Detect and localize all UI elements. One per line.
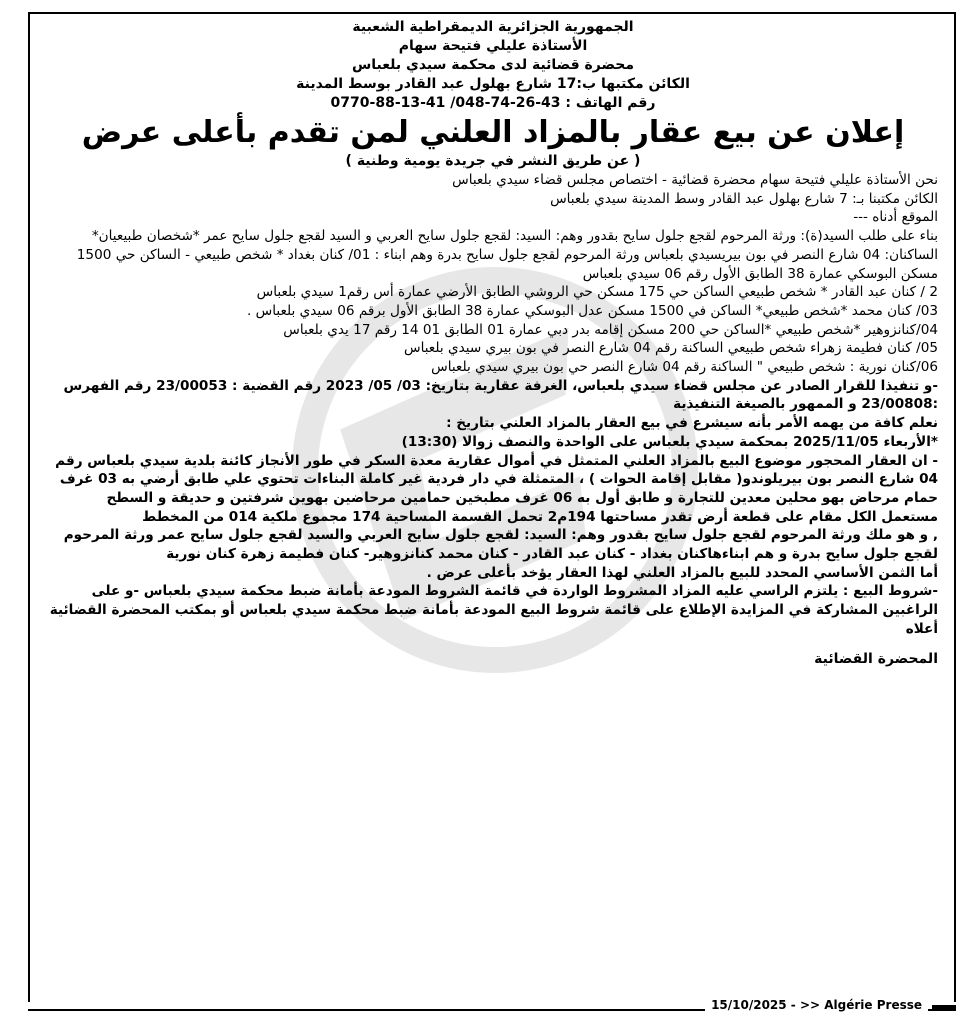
footer-end-mark xyxy=(932,1005,956,1011)
header-bailiff-name: الأستاذة عليلي فتيحة سهام xyxy=(398,38,588,54)
signature: المحضرة القضائية xyxy=(814,650,938,667)
footer xyxy=(28,994,956,1014)
header-bailiff-title: محضرة قضائية لدى محكمة سيدي بلعباس xyxy=(351,57,635,73)
body-paragraph: أما الثمن الأساسي المحدد للبيع بالمزاد العلني لهذا العقار يؤخد بأعلى عرض . xyxy=(426,564,938,581)
header-phone: رقم الهاتف : 43-26-74-048/ 41-13-88-0770 xyxy=(330,95,656,111)
body-paragraph: بناء على طلب السيد(ة): ورثة المرحوم لقجع جلول سايح بقدور وهم: السيد: لقجع جلول سايح العربي و السيد لقجع جلول سايح عمر *شخصان طبيعيان* الساكنان: 04 شارع النصر في بون بيريسيدي بلعباس ورثة المرحوم لقجع جلول سايح بدرة وهم ابناء : 01/ كنان بغداد * شخص طبيعي - الساكن حي 1500 مسكن البوسكي عمارة 38 الطابق الأول رقم 06 سيدي بلعباس xyxy=(76,228,938,282)
notice-content xyxy=(48,18,938,667)
body-paragraph: نعلم كافة من يهمه الأمر بأنه سيشرع في بيع العقار بالمزاد العلني بتاريخ : xyxy=(446,415,938,432)
body-paragraph: 2 / كنان عبد القادر * شخص طبيعي الساكن حي 175 مسكن حي الروشي الطابق الأرضي عمارة أس رقم1 سيدي بلعباس xyxy=(256,284,938,301)
body-paragraph: , و هو ملك ورثة المرحوم لقجع جلول سايح بقدور وهم: السيد: لقجع جلول سايح العربي والسيد لقجع جلول سايح عمر ورثة المرحوم لقجع جلول سايح بدرة و هم ابناءهاكنان بغداد - كنان عبد القادر - كنان محمد كنانزوهير- كنان فطيمة زهرة كنان نورية xyxy=(63,527,938,563)
notice-title: إعلان عن بيع عقار بالمزاد العلني لمن تقدم بأعلى عرض xyxy=(81,115,905,150)
body-paragraph: -و تنفيذا للقرار الصادر عن مجلس قضاء سيدي بلعباس، الغرفة عقارية بتاريخ: 03/ 05/ 2023 رقم القضية : 23/00053 رقم الفهرس :23/00808 و الممهور بالصيغة التنفيذية xyxy=(63,377,938,413)
body-paragraph: 06/كنان نورية : شخص طبيعي " الساكنة رقم 04 شارع النصر حي بون بيري سيدي بلعباس xyxy=(431,359,938,376)
notice-subtitle: ( عن طريق النشر في جريدة يومية وطنية ) xyxy=(345,153,641,169)
body-paragraph: الكائن مكتبنا بـ: 7 شارع بهلول عبد القادر وسط المدينة سيدي بلعباس xyxy=(550,190,938,207)
body-paragraph: -شروط البيع : يلتزم الراسي عليه المزاد المشروط الواردة في قائمة الشروط المودعة بأمانة ضبط محكمة سيدي بلعباس -و على الراغبين المشاركة في المزايدة الإطلاع على قائمة شروط البيع المودعة بأمانة ضبط محكمة سيدي بلعباس أو بمكتب المحضرة القضائية أعلاه xyxy=(49,583,938,637)
body-paragraph: الموقع أدناه --- xyxy=(853,209,938,226)
header-country: الجمهورية الجزائرية الديمقراطية الشعبية xyxy=(352,19,634,35)
body-paragraph: - ان العقار المحجور موضوع البيع بالمزاد العلني المتمثل في أموال عقارية معدة السكر في طور الأنجاز كائنة بلدية سيدي بلعباس رقم 04 شارع النصر بون بيريلوندو( مقابل إقامة الحوات ) ، المتمثلة في دار فردية غير كاملة البناءات تحتوي علي طابق أرضي به 03 غرف حمام مرحاض بهو محلين معدين للتجارة و طابق أول به 06 غرف مطبخين حمامين مرحاضين بهوين شرفتين و حديقة و السطح مستعمل الكل مقام على قطعة أرض تقدر مساحتها 194م2 تحمل القسمة المساحية 174 مجموع ملكية 014 من المخطط xyxy=(55,452,938,525)
body-paragraph: *الأربعاء 2025/11/05 بمحكمة سيدي بلعباس على الواحدة والنصف زوالا (13:30) xyxy=(401,433,938,450)
header-address: الكائن مكتبها ب:17 شارع بهلول عبد القادر بوسط المدينة xyxy=(296,76,690,92)
footer-source: 15/10/2025 - >> Algérie Presse xyxy=(705,998,928,1012)
body-paragraph: 04/كنانزوهير *شخص طبيعي *الساكن حي 200 مسكن إقامه بدر دبي عمارة 01 الطابق 01 14 رقم 17 يدي بلعباس xyxy=(283,321,938,338)
body-paragraph: 03/ كنان محمد *شخص طبيعي* الساكن في 1500 مسكن عدل البوسكي عمارة 38 الطابق الأول برقم 06 سيدي بلعباس . xyxy=(246,302,938,319)
body-paragraph: نحن الأستاذة عليلي فتيحة سهام محضرة قضائية - اختصاص مجلس قضاء سيدي بلعباس xyxy=(452,172,938,188)
body-paragraph: 05/ كنان فطيمة زهراء شخص طبيعي الساكنة رقم 04 شارع النصر في بون بيري سيدي بلعباس xyxy=(403,340,938,357)
